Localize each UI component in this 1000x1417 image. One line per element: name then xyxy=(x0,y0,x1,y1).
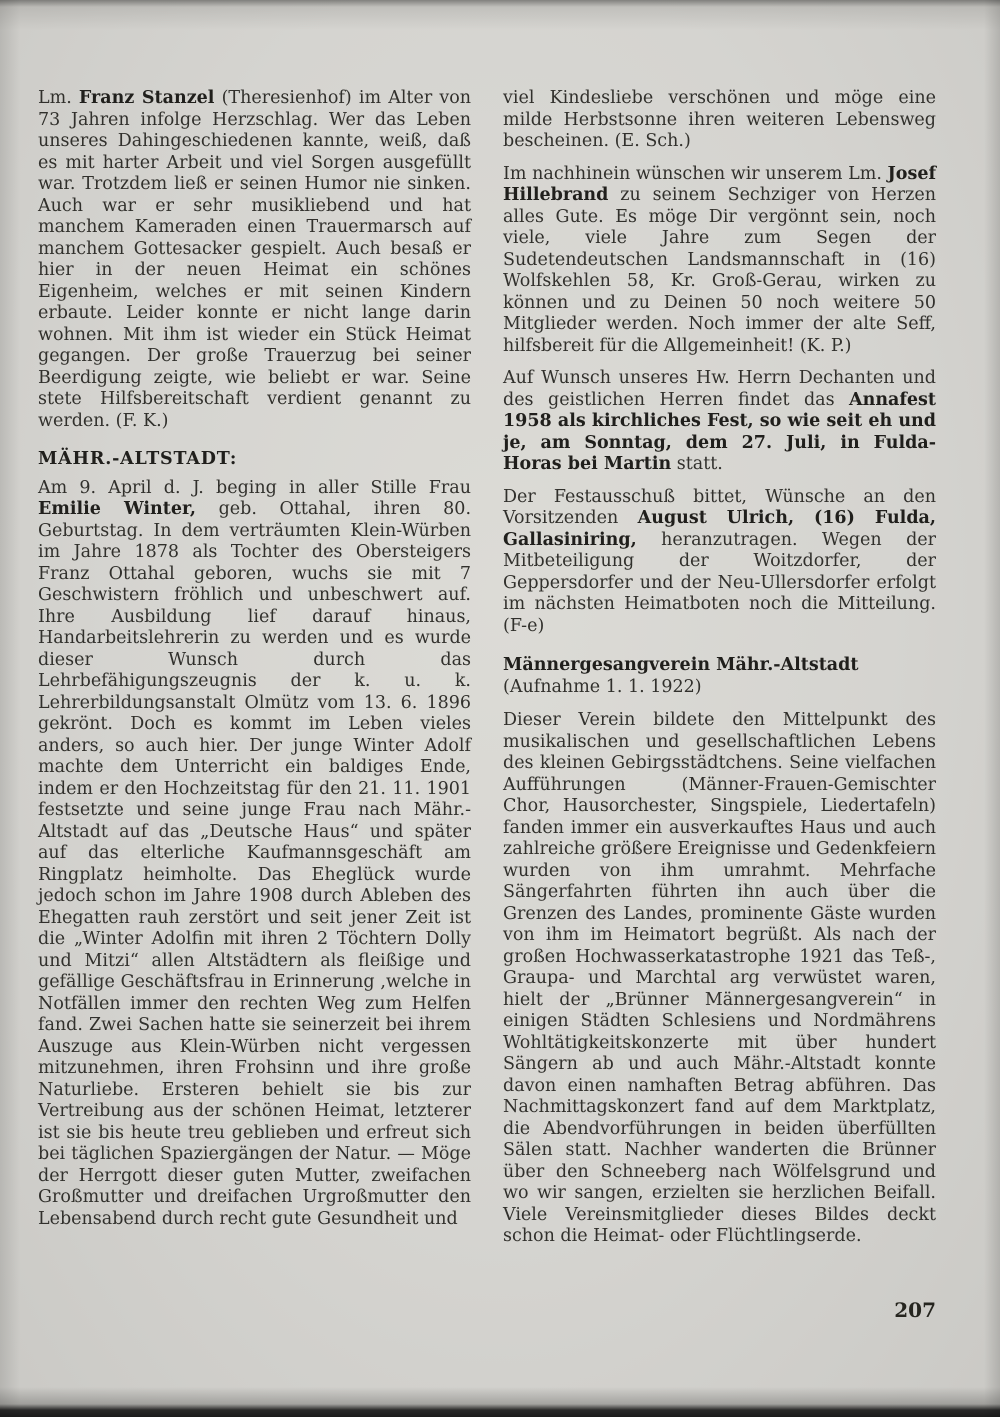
continuation-paragraph xyxy=(503,88,936,153)
text-column-left xyxy=(38,88,471,1241)
text-run: Am 9. April d. J. beging in aller Stille Frau xyxy=(38,477,471,498)
text-run: geb. Ottahal, ihren 80. Geburtstag. In dem verträumten Klein-Würben im Jahre 1878 als Tochter des Obersteigers Franz Ottahal geboren, wuchs sie mit 7 Geschwistern fröhlich und unbeschwert auf. Ihre Ausbildung lief darauf hinaus, Handarbeitslehrerin zu werden und es wurde dieser Wunsch durch das Lehrbefähigungszeugnis der k. u. k. Lehrerbildungsanstalt Olmütz vom 13. 6. 1896 gekrönt. Doch es kommt im Leben vieles anders, so auch hier. Der junge Winter Adolf machte dem Unterricht ein baldiges Ende, indem er den Hochzeitstag für den 21. 11. 1901 festsetzte und seine junge Frau nach Mähr.-Altstadt auf das „Deutsche Haus“ und später auf das elterliche Kaufmannsgeschäft am Ringplatz heimholte. Das Eheglück wurde jedoch schon im Jahre 1908 durch Ableben des Ehegatten rauh zerstört und seit jener Zeit ist die „Winter Adolfin mit ihren 2 Töchtern Dolly und Mitzi“ allen Altstädtern als fleißige und gefällige Geschäftsfrau in Erinnerung ,welche in Notfällen immer den rechten Weg zum Helfen fand. Zwei Sachen hatte sie seinerzeit bei ihrem Auszuge aus Klein-Würben nicht vergessen mitzunehmen, ihren Frohsinn und ihre große Naturliebe. Ersteren behielt sie bis zur Vertreibung aus der schönen Heimat, letzterer ist sie bis heute treu geblieben und erfreut sich bei täglichen Spaziergängen der Natur. — Möge der Herrgott dieser guten Mutter, zweifachen Großmutter und dreifachen Urgroßmutter den Lebensabend durch recht gute Gesundheit und xyxy=(38,499,472,1229)
text-run: Auf Wunsch unseres Hw. Herrn Dechanten und des geistlichen Herren findet das xyxy=(503,368,936,410)
birthday-josef-hillebrand xyxy=(503,164,936,358)
obituary-franz-stanzel xyxy=(38,88,471,432)
text-run: heranzutragen. Wegen der Mitbeteiligung der Woitzdorfer, der Geppersdorfer und der Neu-Ullersdorfer erfolgt im nächsten Heimatboten noch die Mitteilung. (F-e) xyxy=(503,529,936,636)
bold-text-run: Josef Hillebrand xyxy=(503,163,936,205)
bold-text-run: Franz Stanzel xyxy=(78,88,215,108)
bold-text-run: MÄHR.-ALTSTADT: xyxy=(38,449,238,469)
festausschuss-notice xyxy=(503,487,936,638)
heading-maehr-altstadt xyxy=(38,449,471,471)
text-run: Im nachhinein wünschen wir unserem Lm. xyxy=(503,163,888,184)
subheading-aufnahme xyxy=(503,677,936,699)
page-number: 207 xyxy=(894,1298,936,1322)
annafest-announcement xyxy=(503,368,936,476)
maennergesangverein-article xyxy=(503,710,936,1248)
bold-text-run: Emilie Winter, xyxy=(38,499,197,519)
bold-text-run: August Ulrich, (16) Fulda, Gallasiniring, xyxy=(503,508,936,550)
text-run: (Aufnahme 1. 1. 1922) xyxy=(503,676,702,697)
text-run: zu seinem Sechziger von Herzen alles Gute. Es möge Dir vergönnt sein, noch viele, viele Jahre zum Segen der Sudetendeutschen Landsmannschaft in (16) Wolfskehlen 58, Kr. Groß-Gerau, wirken zu können und zu Deinen 50 noch weitere 50 Mitglieder werden. Noch immer der alte Seff, hilfsbereit für die Allgemeinheit! (K. P.) xyxy=(503,185,936,356)
text-run: Der Festausschuß bittet, Wünsche an den Vorsitzenden xyxy=(503,486,936,528)
text-run: viel Kindesliebe verschönen und möge eine milde Herbstsonne ihren weiteren Lebensweg bescheinen. (E. Sch.) xyxy=(503,88,936,151)
text-column-right xyxy=(503,88,936,1259)
text-run: Dieser Verein bildete den Mittelpunkt des musikalischen und gesellschaftlichen Lebens des kleinen Gebirgsstädtchens. Seine vielfachen Aufführungen (Männer-Frauen-Gemischter Chor, Hausorchester, Singspiele, Liedertafeln) fanden immer ein ausverkauftes Haus und auch zahlreiche größere Ereignisse und Gedenkfeiern wurden von ihm umrahmt. Mehrfache Sängerfahrten führten ihn auch über die Grenzen des Landes, prominente Gäste wurden von ihm im Heimatort begrüßt. Als nach der großen Hochwasserkatastrophe 1921 das Teß-, Graupa- und Marchtal arg verwüstet waren, hielt der „Brünner Männergesangverein“ in einigen Städten Schlesiens und Nordmährens Wohltätigkeitskonzerte mit über hundert Sängern ab und auch Mähr.-Altstadt konnte davon einen namhaften Betrag abführen. Das Nachmittagskonzert fand auf dem Marktplatz, die Abendvorführungen in beiden überfüllten Sälen statt. Nachher wanderten die Brünner über den Schneeberg nach Wölfelsgrund und wo wir sangen, erzielten sie herzlichen Beifall. Viele Vereinsmitglieder dieses Bildes deckt schon die Heimat- oder Flüchtlingserde. xyxy=(503,710,936,1246)
text-run: (Theresienhof) im Alter von 73 Jahren infolge Herzschlag. Wer das Leben unseres Dahingeschiedenen kannte, weiß, daß es mit harter Arbeit und viel Sorgen ausgefüllt war. Trotzdem ließ er seinen Humor nie sinken. Auch war er sehr musikliebend und hat manchem Kameraden einen Trauermarsch auf manchem Gottesacker gespielt. Auch besaß er hier in der neuen Heimat ein schönes Eigenheim, welches er mit seinen Kindern erbaute. Leider konnte er nicht lange darin wohnen. Mit ihm ist wieder ein Stück Heimat gegangen. Der große Trauerzug bei seiner Beerdigung zeigte, wie beliebt er war. Seine stete Hilfsbereitschaft verdient genannt zu werden. (F. K.) xyxy=(38,88,472,431)
bold-text-run: Annafest 1958 als kirchliches Fest, so wie seit eh und je, am Sonntag, dem 27. Juli, in Fulda-Horas bei Martin xyxy=(503,389,936,474)
birthday-emilie-winter xyxy=(38,478,471,1231)
text-run: Lm. xyxy=(38,88,79,108)
heading-maennergesangverein xyxy=(503,655,936,677)
bold-text-run: Männergesangverein Mähr.-Altstadt xyxy=(503,655,859,675)
text-run: statt. xyxy=(671,454,723,474)
